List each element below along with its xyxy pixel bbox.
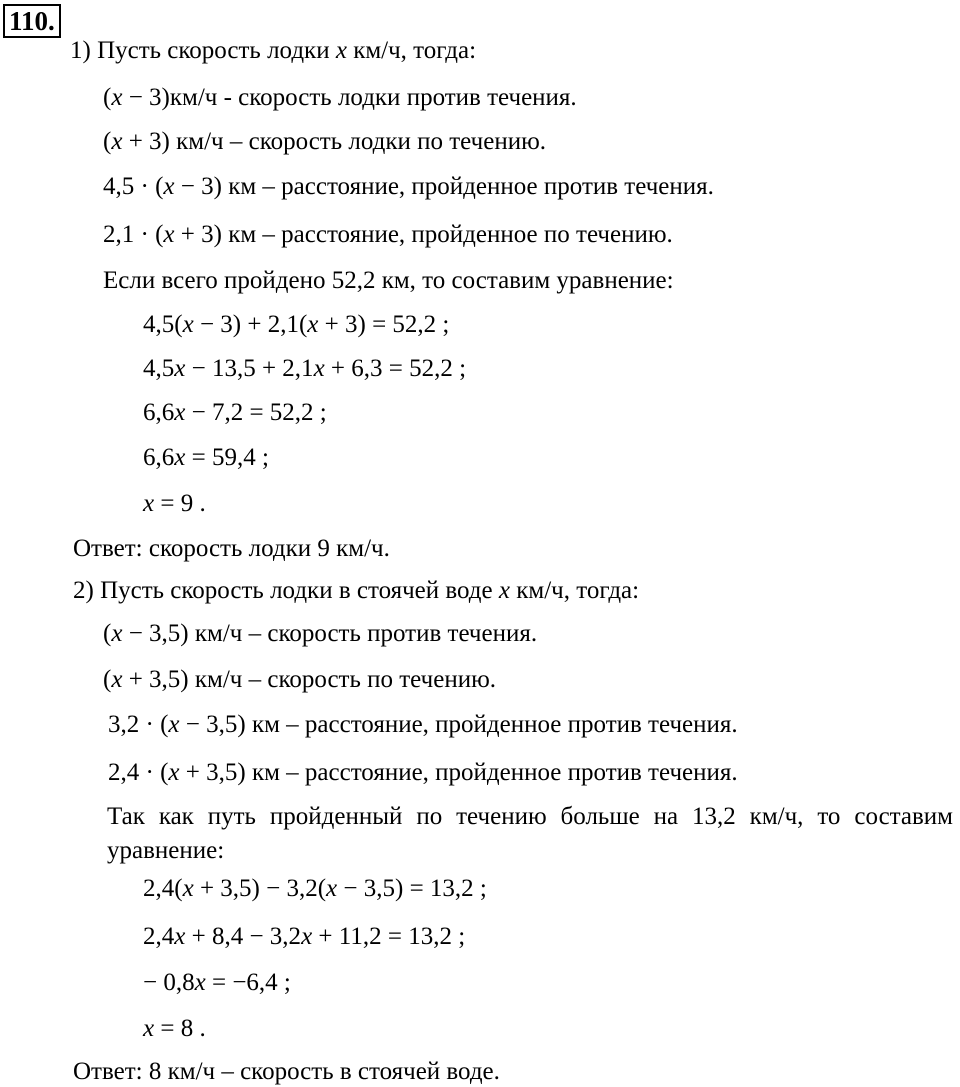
part2-step-1: 2,4(x + 3,5) − 3,2(x − 3,5) = 13,2 ;	[143, 875, 487, 902]
part1-condition: Если всего пройдено 52,2 км, то составим уравнение:	[103, 267, 674, 294]
part2-def-2: (x + 3,5) км/ч – скорость по течению.	[103, 666, 496, 693]
part2-step-2: 2,4x + 8,4 − 3,2x + 11,2 = 13,2 ;	[143, 923, 466, 950]
variable-x: x	[335, 37, 347, 64]
part2-step-3: − 0,8x = −6,4 ;	[143, 969, 291, 996]
part2-def-3: 3,2 · (x − 3,5) км – расстояние, пройденное против течения.	[108, 711, 738, 738]
variable-x: x	[143, 1015, 155, 1042]
part2-step-4: x = 8 .	[143, 1015, 206, 1042]
part2-def-4: 2,4 · (x + 3,5) км – расстояние, пройденное против течения.	[108, 759, 738, 786]
variable-x: x	[174, 923, 186, 950]
variable-x: x	[174, 355, 186, 382]
part1-answer: Ответ: скорость лодки 9 км/ч.	[73, 535, 390, 562]
variable-x: x	[168, 759, 180, 786]
variable-x: x	[174, 399, 186, 426]
part2-condition-line2: уравнение:	[107, 837, 225, 864]
variable-x: x	[168, 711, 180, 738]
part1-step-4: 6,6x = 59,4 ;	[143, 444, 269, 471]
variable-x: x	[111, 128, 123, 155]
part1-intro: 1) Пусть скорость лодки x км/ч, тогда:	[70, 37, 477, 64]
variable-x: x	[111, 666, 123, 693]
variable-x: x	[301, 923, 313, 950]
part2-answer: Ответ: 8 км/ч – скорость в стоячей воде.	[73, 1058, 500, 1085]
variable-x: x	[182, 311, 194, 338]
variable-x: x	[194, 969, 206, 996]
variable-x: x	[313, 355, 325, 382]
variable-x: x	[174, 444, 186, 471]
variable-x: x	[111, 620, 123, 647]
part2-def-1: (x − 3,5) км/ч – скорость против течения.	[103, 620, 538, 647]
part2-condition-line1: Так как путь пройденный по течению больше на 13,2 км/ч, то составим	[107, 803, 953, 830]
variable-x: x	[163, 173, 175, 200]
variable-x: x	[182, 875, 194, 902]
part1-step-5: x = 9 .	[143, 490, 206, 517]
problem-number: 110.	[3, 4, 61, 38]
variable-x: x	[326, 875, 338, 902]
part1-def-1: (x − 3)км/ч - скорость лодки против течения.	[103, 84, 577, 111]
part1-def-2: (x + 3) км/ч – скорость лодки по течению.	[103, 128, 546, 155]
part1-step-1: 4,5(x − 3) + 2,1(x + 3) = 52,2 ;	[143, 311, 450, 338]
part1-def-3: 4,5 · (x − 3) км – расстояние, пройденное против течения.	[103, 173, 714, 200]
part2-intro: 2) Пусть скорость лодки в стоячей воде x км/ч, тогда:	[73, 577, 640, 604]
variable-x: x	[307, 311, 319, 338]
variable-x: x	[111, 84, 123, 111]
part1-step-3: 6,6x − 7,2 = 52,2 ;	[143, 399, 327, 426]
part1-def-4: 2,1 · (x + 3) км – расстояние, пройденное по течению.	[103, 221, 673, 248]
variable-x: x	[498, 577, 510, 604]
part1-step-2: 4,5x − 13,5 + 2,1x + 6,3 = 52,2 ;	[143, 355, 467, 382]
variable-x: x	[163, 221, 175, 248]
variable-x: x	[143, 490, 155, 517]
